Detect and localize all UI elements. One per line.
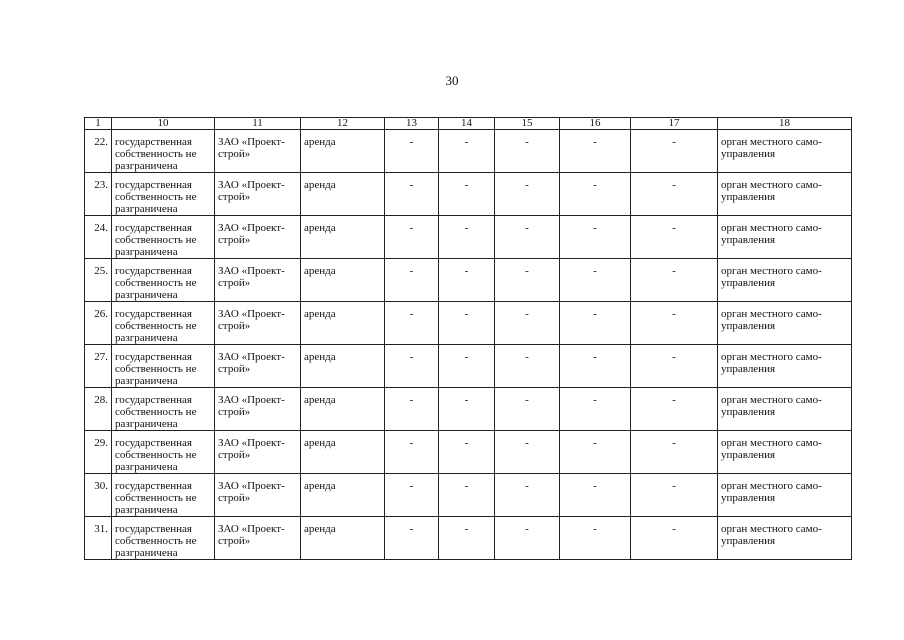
col15-cell: - [495, 345, 560, 388]
use-type-cell: аренда [301, 259, 385, 302]
registry-table [84, 117, 852, 560]
col14-cell: - [439, 259, 495, 302]
col16-cell: - [560, 474, 631, 517]
use-type-cell: аренда [301, 431, 385, 474]
header-row [85, 118, 852, 130]
col13-cell: - [385, 302, 439, 345]
row-number: 29. [85, 431, 112, 474]
col15-cell: - [495, 517, 560, 560]
col14-cell: - [439, 474, 495, 517]
rights-holder-cell: орган местного само-управления [718, 173, 852, 216]
col17-cell: - [631, 431, 718, 474]
column-header: 1 [85, 118, 112, 130]
column-header: 11 [215, 118, 301, 130]
organization-cell: ЗАО «Проект-строй» [215, 259, 301, 302]
col15-cell: - [495, 216, 560, 259]
organization-cell: ЗАО «Проект-строй» [215, 302, 301, 345]
col16-cell: - [560, 259, 631, 302]
rights-holder-cell: орган местного само-управления [718, 216, 852, 259]
col16-cell: - [560, 388, 631, 431]
rights-holder-cell: орган местного само-управления [718, 130, 852, 173]
col14-cell: - [439, 173, 495, 216]
row-number: 27. [85, 345, 112, 388]
ownership-cell: государственная собственность не разграничена [112, 517, 215, 560]
column-header: 18 [718, 118, 852, 130]
col14-cell: - [439, 216, 495, 259]
table-row [85, 302, 852, 345]
col14-cell: - [439, 345, 495, 388]
col17-cell: - [631, 302, 718, 345]
col14-cell: - [439, 517, 495, 560]
col16-cell: - [560, 173, 631, 216]
table-row [85, 216, 852, 259]
col17-cell: - [631, 259, 718, 302]
ownership-cell: государственная собственность не разграничена [112, 130, 215, 173]
col17-cell: - [631, 474, 718, 517]
col16-cell: - [560, 302, 631, 345]
col16-cell: - [560, 216, 631, 259]
organization-cell: ЗАО «Проект-строй» [215, 216, 301, 259]
table-body [85, 130, 852, 560]
use-type-cell: аренда [301, 388, 385, 431]
column-header: 17 [631, 118, 718, 130]
ownership-cell: государственная собственность не разграничена [112, 345, 215, 388]
page-number: 30 [445, 73, 459, 88]
rights-holder-cell: орган местного само-управления [718, 259, 852, 302]
col13-cell: - [385, 431, 439, 474]
column-header: 15 [495, 118, 560, 130]
col13-cell: - [385, 388, 439, 431]
col14-cell: - [439, 130, 495, 173]
col14-cell: - [439, 302, 495, 345]
table-row [85, 130, 852, 173]
ownership-cell: государственная собственность не разграничена [112, 474, 215, 517]
row-number: 25. [85, 259, 112, 302]
col13-cell: - [385, 173, 439, 216]
col15-cell: - [495, 474, 560, 517]
col13-cell: - [385, 517, 439, 560]
table-row [85, 517, 852, 560]
organization-cell: ЗАО «Проект-строй» [215, 130, 301, 173]
rights-holder-cell: орган местного само-управления [718, 388, 852, 431]
row-number: 31. [85, 517, 112, 560]
column-header: 12 [301, 118, 385, 130]
organization-cell: ЗАО «Проект-строй» [215, 345, 301, 388]
col13-cell: - [385, 259, 439, 302]
row-number: 22. [85, 130, 112, 173]
col13-cell: - [385, 130, 439, 173]
organization-cell: ЗАО «Проект-строй» [215, 517, 301, 560]
row-number: 28. [85, 388, 112, 431]
column-header: 13 [385, 118, 439, 130]
col14-cell: - [439, 431, 495, 474]
table-row [85, 474, 852, 517]
column-header: 10 [112, 118, 215, 130]
column-header: 14 [439, 118, 495, 130]
organization-cell: ЗАО «Проект-строй» [215, 431, 301, 474]
col16-cell: - [560, 517, 631, 560]
use-type-cell: аренда [301, 345, 385, 388]
table-row [85, 173, 852, 216]
use-type-cell: аренда [301, 517, 385, 560]
ownership-cell: государственная собственность не разграничена [112, 216, 215, 259]
col17-cell: - [631, 517, 718, 560]
table-row [85, 259, 852, 302]
use-type-cell: аренда [301, 216, 385, 259]
col15-cell: - [495, 259, 560, 302]
col16-cell: - [560, 431, 631, 474]
col16-cell: - [560, 345, 631, 388]
rights-holder-cell: орган местного само-управления [718, 431, 852, 474]
ownership-cell: государственная собственность не разграничена [112, 259, 215, 302]
rights-holder-cell: орган местного само-управления [718, 302, 852, 345]
ownership-cell: государственная собственность не разграничена [112, 431, 215, 474]
column-header: 16 [560, 118, 631, 130]
col15-cell: - [495, 388, 560, 431]
table-row [85, 345, 852, 388]
col13-cell: - [385, 216, 439, 259]
col15-cell: - [495, 302, 560, 345]
col17-cell: - [631, 388, 718, 431]
col13-cell: - [385, 474, 439, 517]
col17-cell: - [631, 130, 718, 173]
rights-holder-cell: орган местного само-управления [718, 345, 852, 388]
rights-holder-cell: орган местного само-управления [718, 517, 852, 560]
use-type-cell: аренда [301, 302, 385, 345]
col13-cell: - [385, 345, 439, 388]
ownership-cell: государственная собственность не разграничена [112, 388, 215, 431]
use-type-cell: аренда [301, 130, 385, 173]
ownership-cell: государственная собственность не разграничена [112, 173, 215, 216]
table-row [85, 431, 852, 474]
table-row [85, 388, 852, 431]
organization-cell: ЗАО «Проект-строй» [215, 388, 301, 431]
row-number: 30. [85, 474, 112, 517]
col15-cell: - [495, 173, 560, 216]
row-number: 26. [85, 302, 112, 345]
row-number: 24. [85, 216, 112, 259]
col16-cell: - [560, 130, 631, 173]
col17-cell: - [631, 216, 718, 259]
use-type-cell: аренда [301, 173, 385, 216]
ownership-cell: государственная собственность не разграничена [112, 302, 215, 345]
use-type-cell: аренда [301, 474, 385, 517]
rights-holder-cell: орган местного само-управления [718, 474, 852, 517]
col15-cell: - [495, 130, 560, 173]
row-number: 23. [85, 173, 112, 216]
organization-cell: ЗАО «Проект-строй» [215, 173, 301, 216]
col17-cell: - [631, 173, 718, 216]
organization-cell: ЗАО «Проект-строй» [215, 474, 301, 517]
col15-cell: - [495, 431, 560, 474]
col14-cell: - [439, 388, 495, 431]
col17-cell: - [631, 345, 718, 388]
